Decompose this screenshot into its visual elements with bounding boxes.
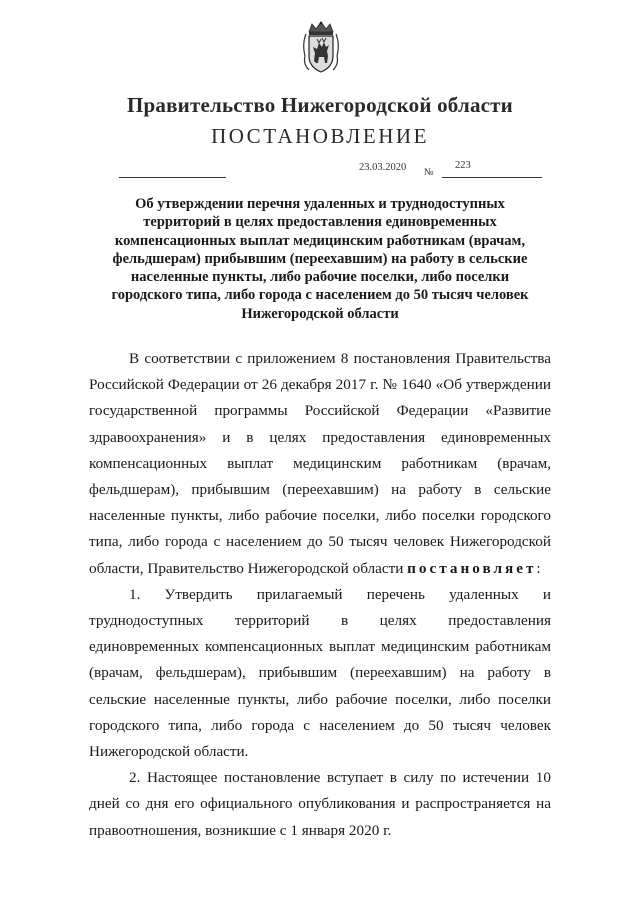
document-body [89, 346, 551, 844]
decree-word: постановляет [407, 559, 537, 577]
item-1-paragraph: 1. Утвердить прилагаемый перечень удаленных и труднодоступных территорий в целях предоставления единовременных компенсационных выплат медицинским работникам (врачам, фельдшерам), прибывшим (переехавшим) на работу в сельские населенные пункты, либо рабочие поселки, либо поселки городского типа, либо города с населением до 50 тысяч человек Нижегородской области. [89, 585, 551, 761]
decree-suffix: : [536, 559, 541, 577]
government-title: Правительство Нижегородской области [127, 93, 513, 117]
number-sign: № [424, 167, 434, 178]
preamble-text: В соответствии с приложением 8 постановления Правительства Российской Федерации от 26 декабря 2017 г. № 1640 «Об утверждении государственной программы Российской Федерации «Развитие здравоохранения» и в целях предоставления единовременных компенсационных выплат медицинским работникам (врачам, фельдшерам), прибывшим (переехавшим) на работу в сельские населенные пункты, либо рабочие поселки, либо поселки городского типа, либо города с населением до 50 тысяч человек Нижегородской области, Правительство Нижегородской области [89, 350, 551, 577]
document-date: 23.03.2020 [359, 162, 407, 173]
number-underline [442, 177, 542, 178]
preamble-paragraph [89, 346, 551, 582]
document-type: ПОСТАНОВЛЕНИЕ [211, 124, 429, 148]
document-subject: Об утверждении перечня удаленных и труднодоступных территорий в целях предоставления единовременных компенсационных выплат медицинским работникам (врачам, фельдшерам) прибывшим (переехавшим) на работу в сельские населенные пункты, либо рабочие поселки, либо поселки городского типа, либо города с населением до 50 тысяч человек Нижегородской области [111, 196, 529, 322]
document-number: 223 [455, 160, 471, 171]
item-2-paragraph: 2. Настоящее постановление вступает в силу по истечении 10 дней со дня его официального опубликования и распространяется на правоотношения, возникшие с 1 января 2020 г. [89, 769, 551, 839]
nizhny-novgorod-coat-of-arms-icon [300, 20, 342, 76]
signature-line-left [119, 177, 226, 178]
